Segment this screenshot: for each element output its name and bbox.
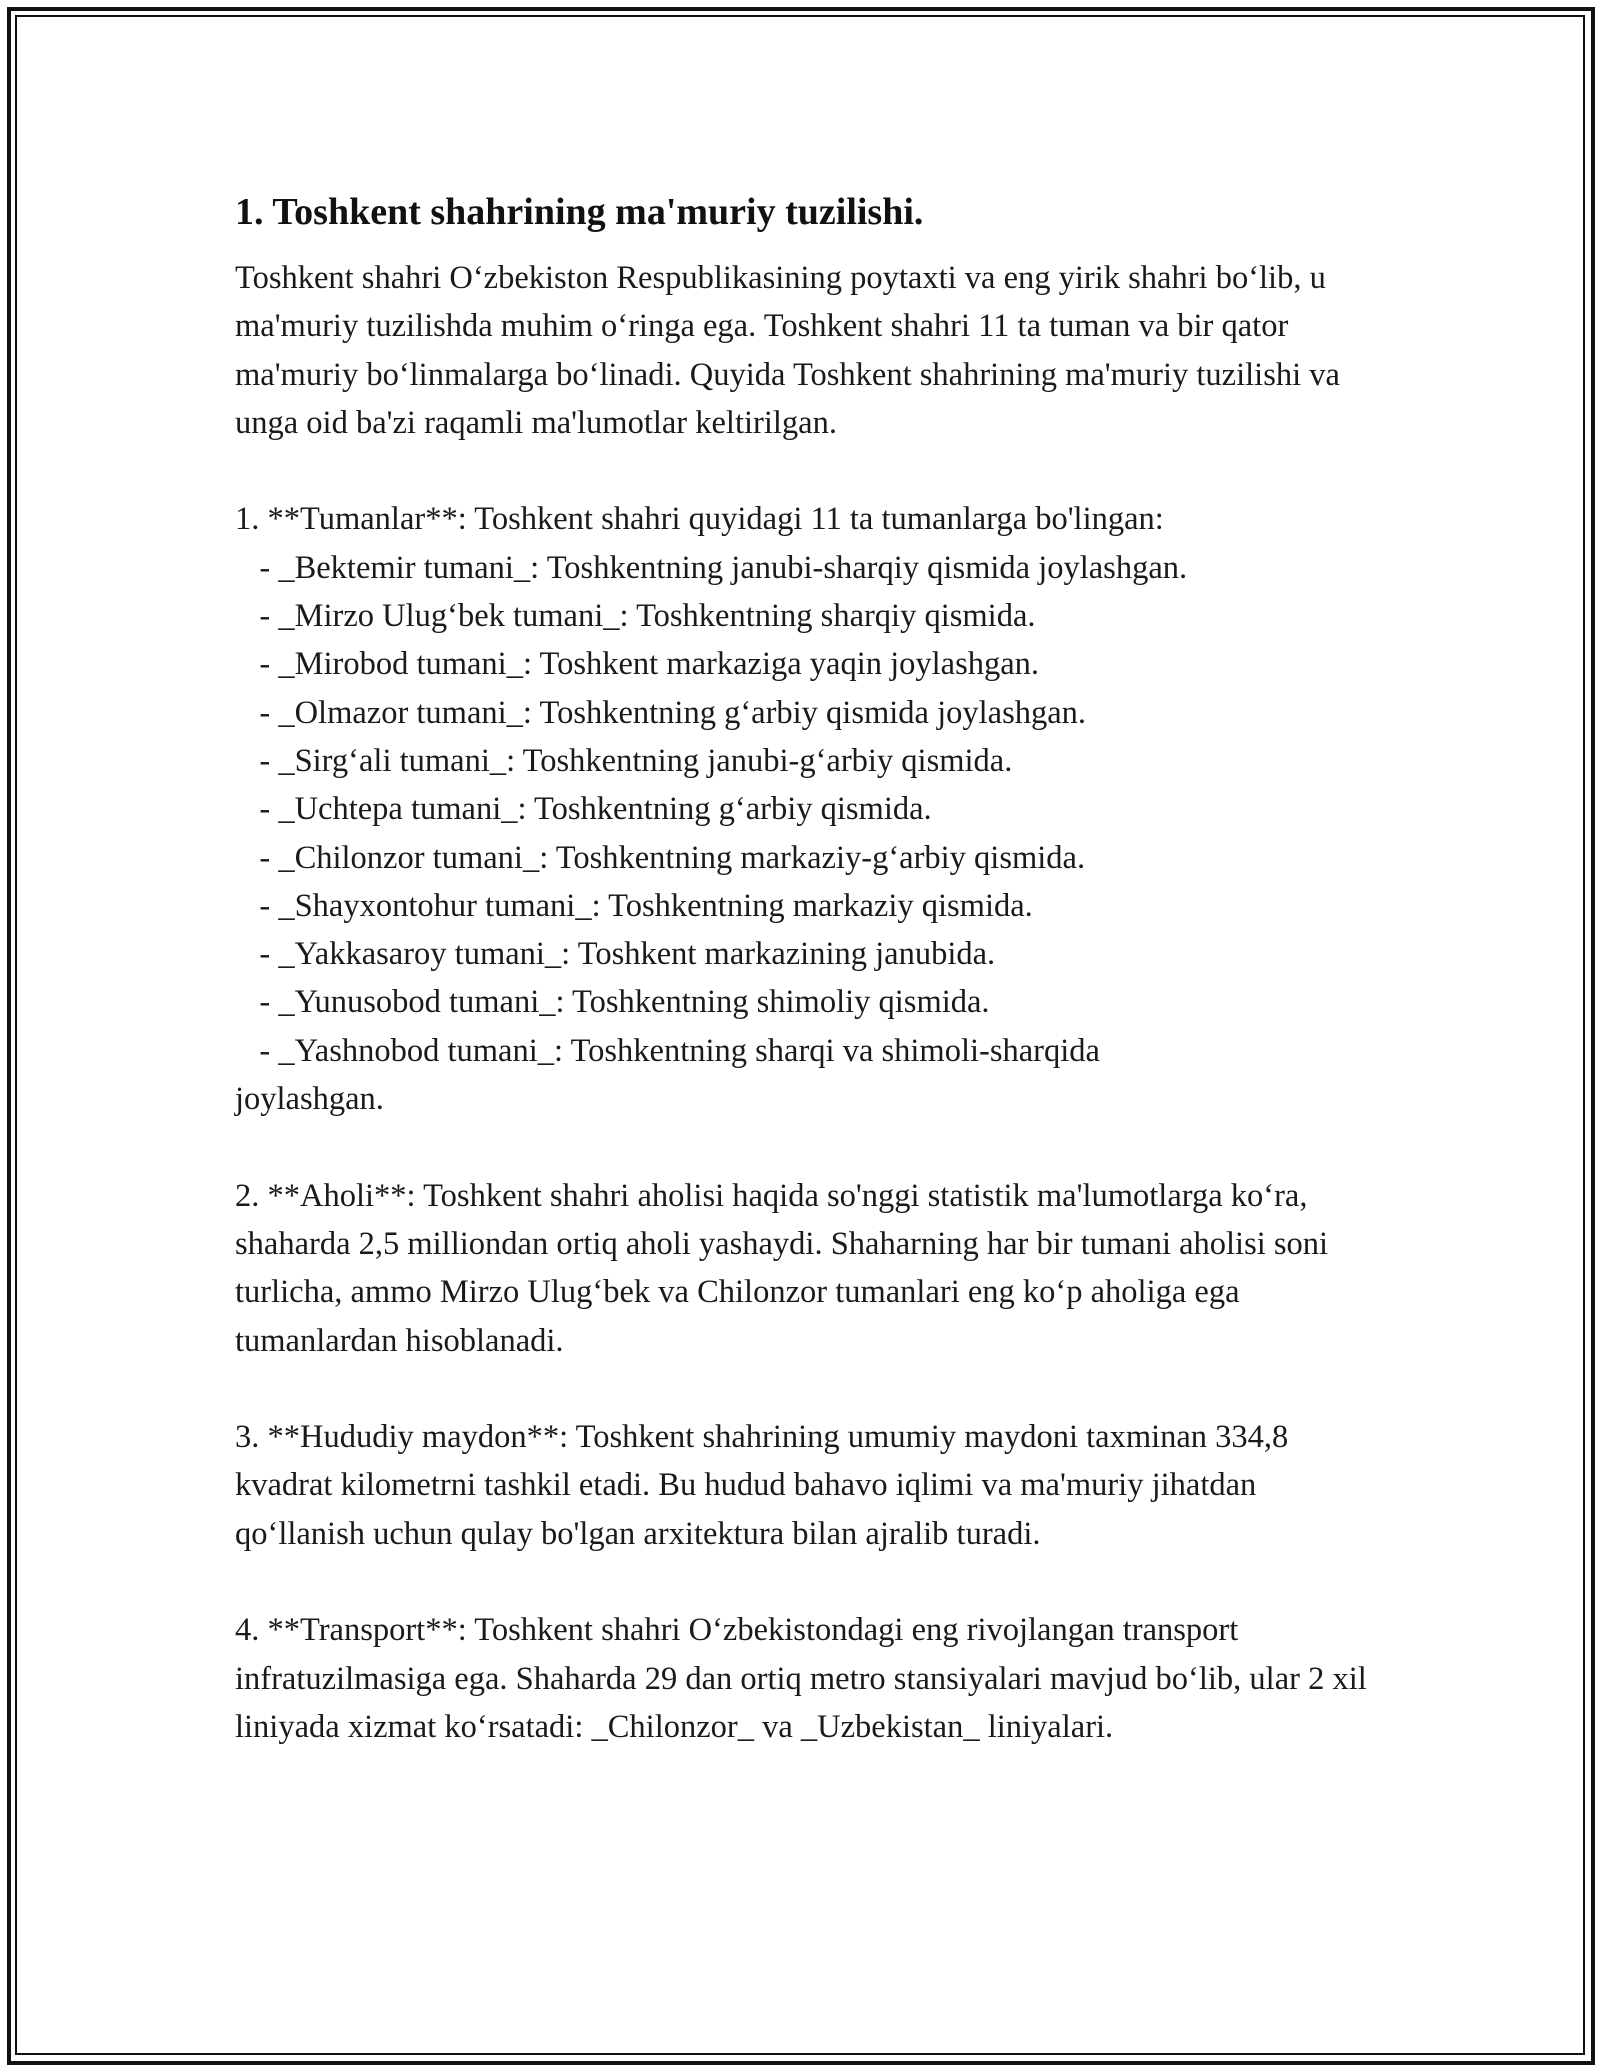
document-body <box>235 188 1375 1751</box>
district-list <box>235 544 1375 1124</box>
list-item: - _Uchtepa tumani_: Toshkentning g‘arbiy qismida. <box>235 791 932 828</box>
intro-paragraph: Toshkent shahri O‘zbekiston Respublikasining poytaxti va eng yirik shahri bo‘lib, u ma'muriy tuzilishda muhim o‘ringa ega. Toshkent shahri 11 ta tuman va bir qator ma'muriy bo‘linmalarga bo‘linadi. Quyida Toshkent shahrining ma'muriy tuzilishi va unga oid ba'zi raqamli ma'lumotlar keltirilgan. <box>235 260 1349 441</box>
paragraph-gap <box>235 1365 1375 1413</box>
document-title: 1. Toshkent shahrining ma'muriy tuzilishi. <box>235 191 924 233</box>
list-item: - _Mirobod tumani_: Toshkent markaziga yaqin joylashgan. <box>235 646 1040 683</box>
list-item: - _Yunusobod tumani_: Toshkentning shimoliy qismida. <box>235 984 990 1021</box>
list-item: - _Yashnobod tumani_: Toshkentning sharqi va shimoli-sharqida joylashgan. <box>235 1032 1100 1118</box>
list-item: - _Mirzo Ulug‘bek tumani_: Toshkentning sharqiy qismida. <box>235 598 1036 635</box>
section-tumanlar-heading: 1. **Tumanlar**: Toshkent shahri quyidagi 11 ta tumanlarga bo'lingan: <box>235 501 1164 538</box>
list-item: - _Chilonzor tumani_: Toshkentning markaziy-g‘arbiy qismida. <box>235 839 1086 876</box>
section-aholi-paragraph: 2. **Aholi**: Toshkent shahri aholisi haqida so'nggi statistik ma'lumotlarga ko‘ra, shaharda 2,5 milliondan ortiq aholi yashaydi. Shaharning har bir tumani aholisi soni turlicha, ammo Mirzo Ulug‘bek va Chilonzor tumanlari eng ko‘p aholiga ega tumanlardan hisoblanadi. <box>235 1177 1337 1359</box>
list-item: - _Sirg‘ali tumani_: Toshkentning janubi-g‘arbiy qismida. <box>235 742 1013 779</box>
paragraph-gap <box>235 1558 1375 1606</box>
paragraph-gap <box>235 447 1375 495</box>
list-item: - _Yakkasaroy tumani_: Toshkent markazining janubida. <box>235 936 996 973</box>
section-transport-paragraph: 4. **Transport**: Toshkent shahri O‘zbekistondagi eng rivojlangan transport infratuzilmasiga ega. Shaharda 29 dan ortiq metro stansiyalari mavjud bo‘lib, ular 2 xil liniyada xizmat ko‘rsatadi: _Chilonzor_ va _Uzbekistan_ liniyalari. <box>235 1612 1375 1745</box>
list-item: - _Shayxontohur tumani_: Toshkentning markaziy qismida. <box>235 887 1033 924</box>
list-item: - _Bektemir tumani_: Toshkentning janubi-sharqiy qismida joylashgan. <box>235 549 1188 586</box>
paragraph-gap <box>235 1123 1375 1171</box>
list-item: - _Olmazor tumani_: Toshkentning g‘arbiy qismida joylashgan. <box>235 694 1087 731</box>
section-maydon-paragraph: 3. **Hududiy maydon**: Toshkent shahrining umumiy maydoni taxminan 334,8 kvadrat kilometrni tashkil etadi. Bu hudud bahavo iqlimi va ma'muriy jihatdan qo‘llanish uchun qulay bo'lgan arxitektura bilan ajralib turadi. <box>235 1419 1297 1552</box>
